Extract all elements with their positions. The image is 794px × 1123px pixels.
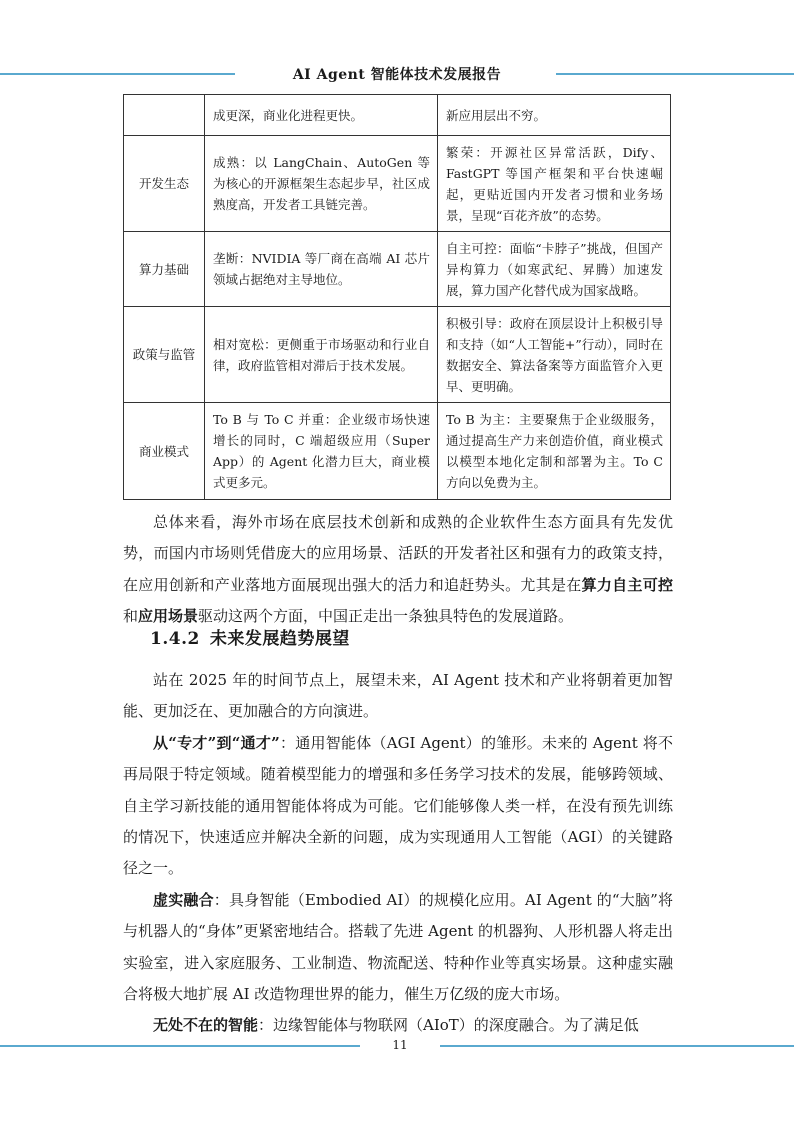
table-cell-overseas: 成更深，商业化进程更快。 <box>204 95 437 136</box>
future-item-paragraph <box>123 885 673 1011</box>
future-item-lead: 虚实融合 <box>153 890 214 909</box>
summary-section <box>123 507 673 633</box>
section-heading <box>150 624 350 649</box>
header-rule-left <box>0 73 235 75</box>
future-item-lead: 无处不在的智能 <box>153 1016 259 1035</box>
table-cell-aspect: 开发生态 <box>124 136 205 232</box>
comparison-table <box>123 94 671 500</box>
table-cell-aspect: 算力基础 <box>124 232 205 307</box>
footer-rule-right <box>440 1045 794 1047</box>
summary-emphasis: 算力自主可控 <box>581 575 673 594</box>
header-rule-right <box>556 73 794 75</box>
future-item-text: ：边缘智能体与物联网（AIoT）的深度融合。为了满足低 <box>258 1016 639 1035</box>
page-header-title: AI Agent 智能体技术发展报告 <box>292 67 502 83</box>
table-row <box>124 95 671 136</box>
table-cell-domestic: To B 为主：主要聚焦于企业级服务，通过提高生产力来创造价值，商业模式以模型本地化定制和部署为主。To C 方向以免费为主。 <box>437 403 670 500</box>
table-cell-overseas: 垄断：NVIDIA 等厂商在高端 AI 芯片领域占据绝对主导地位。 <box>204 232 437 307</box>
future-intro-paragraph: 站在 2025 年的时间节点上，展望未来，AI Agent 技术和产业将朝着更加智能、更加泛在、更加融合的方向演进。 <box>123 671 673 721</box>
future-section <box>123 665 673 1042</box>
future-item-text: ：具身智能（Embodied AI）的规模化应用。AI Agent 的“大脑”将与机器人的“身体”更紧密地结合。搭载了先进 Agent 的机器狗、人形机器人将走出实验室，进入家庭服务、工业制造、物流配送、特种作业等真实场景。这种虚实融合将极大地扩展 AI 改造物理世界的能力，催生万亿级的庞大市场。 <box>123 890 673 1004</box>
section-number: 1.4.2 <box>150 629 200 649</box>
summary-emphasis: 应用场景 <box>138 607 199 626</box>
footer-rule-left <box>0 1045 360 1047</box>
summary-paragraph <box>123 507 673 633</box>
table-cell-domestic: 自主可控：面临“卡脖子”挑战，但国产异构算力（如寒武纪、昇腾）加速发展，算力国产化替代成为国家战略。 <box>437 232 670 307</box>
table-cell-domestic: 积极引导：政府在顶层设计上积极引导和支持（如“人工智能+”行动），同时在数据安全、算法备案等方面监管介入更早、更明确。 <box>437 307 670 403</box>
future-item-lead: 从“专才”到“通才” <box>153 733 280 752</box>
summary-text: 和 <box>123 607 139 626</box>
table-cell-aspect <box>124 95 205 136</box>
future-item-text: ：通用智能体（AGI Agent）的雏形。未来的 Agent 将不再局限于特定领域。随着模型能力的增强和多任务学习技术的发展，能够跨领域、自主学习新技能的通用智能体将成为可能。它们能够像人类一样，在没有预先训练的情况下，快速适应并解决全新的问题，成为实现通用人工智能（AGI）的关键路径之一。 <box>123 733 674 878</box>
table-row <box>124 232 671 307</box>
table-cell-aspect: 商业模式 <box>124 403 205 500</box>
table-row <box>124 403 671 500</box>
table-cell-overseas: 成熟：以 LangChain、AutoGen 等为核心的开源框架生态起步早，社区成熟度高，开发者工具链完善。 <box>204 136 437 232</box>
table-cell-domestic: 新应用层出不穷。 <box>437 95 670 136</box>
future-item-paragraph <box>123 728 673 885</box>
summary-text: 总体来看，海外市场在底层技术创新和成熟的企业软件生态方面具有先发优势，而国内市场则凭借庞大的应用场景、活跃的开发者社区和强有力的政策支持，在应用创新和产业落地方面展现出强大的活力和追赶势头。尤其是在 <box>123 513 673 594</box>
page-number: 11 <box>392 1038 408 1052</box>
section-title: 未来发展趋势展望 <box>209 629 350 649</box>
summary-text: 驱动这两个方面，中国正走出一条独具特色的发展道路。 <box>198 607 574 626</box>
table-row <box>124 136 671 232</box>
table-cell-overseas: To B 与 To C 并重：企业级市场快速增长的同时，C 端超级应用（Super App）的 Agent 化潜力巨大，商业模式更多元。 <box>204 403 437 500</box>
table-cell-overseas: 相对宽松：更侧重于市场驱动和行业自律，政府监管相对滞后于技术发展。 <box>204 307 437 403</box>
table-cell-aspect: 政策与监管 <box>124 307 205 403</box>
table-row <box>124 307 671 403</box>
table-cell-domestic: 繁荣：开源社区异常活跃，Dify、FastGPT 等国产框架和平台快速崛起，更贴近国内开发者习惯和业务场景，呈现“百花齐放”的态势。 <box>437 136 670 232</box>
